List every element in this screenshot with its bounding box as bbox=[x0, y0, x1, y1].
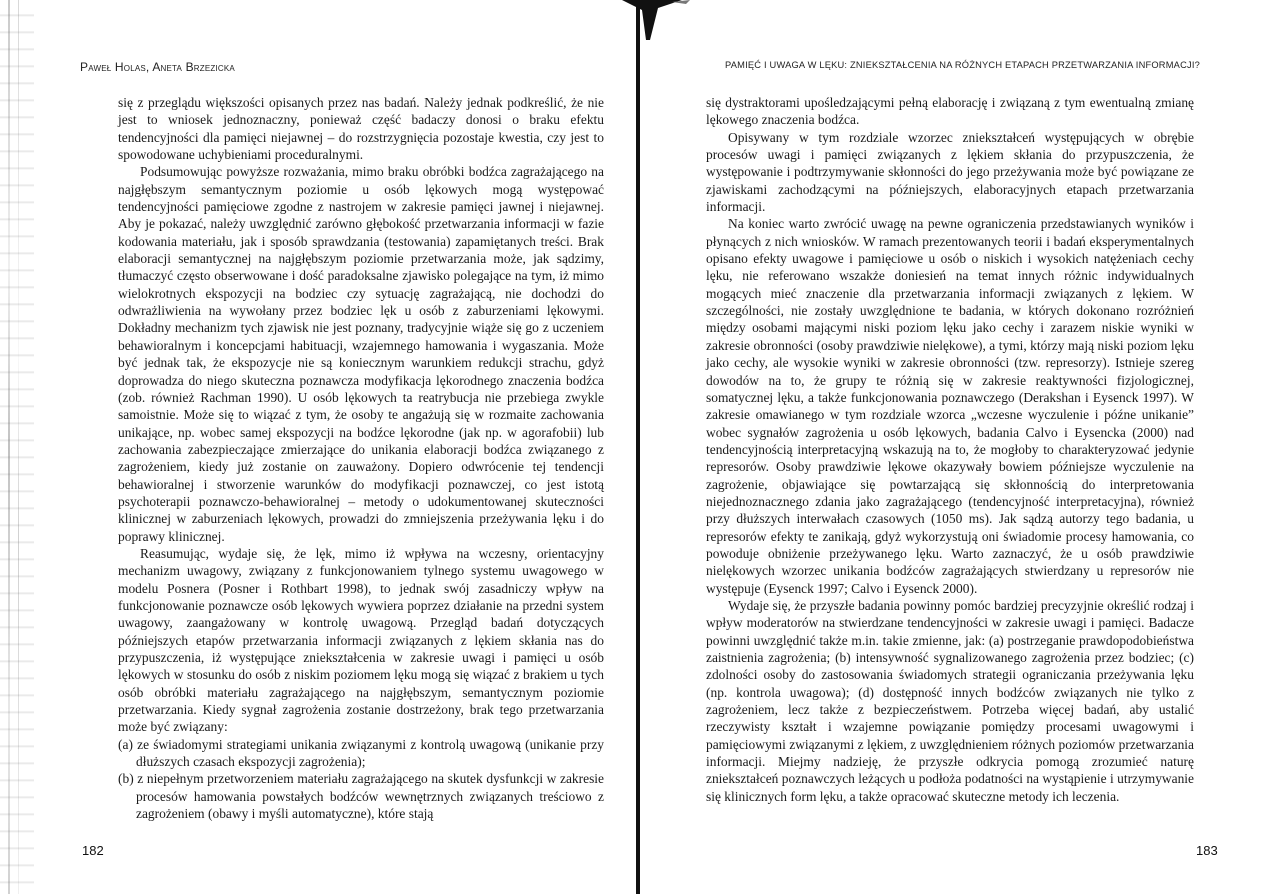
paragraph: Opisywany w tym rozdziale wzorzec zniekształceń występujących w obrębie procesów uwagi i pamięci związanych z lękiem skłania do przypuszczenia, że występowanie i podtrzymywanie skłonności do jego przeżywania może być powiązane ze zjawiskami zachodzącymi na późniejszych, elaboracyjnych etapach przetwarzania informacji. bbox=[706, 129, 1194, 215]
list-item: (a) ze świadomymi strategiami unikania związanymi z kontrolą uwagową (unikanie przy dłuższych czasach ekspozycji zagrożenia); bbox=[118, 736, 604, 770]
list-item: (b) z niepełnym przetworzeniem materiału zagrażającego na skutek dysfunkcji w zakresie procesów hamowania powstałych bodźców wewnętrznych związanych treściowo z zagrożeniem (obawy i myśli automatyczne), które stają bbox=[118, 771, 604, 822]
left-page-number: 182 bbox=[82, 843, 104, 858]
right-running-head: PAMIĘĆ I UWAGA W LĘKU: ZNIEKSZTAŁCENIA NA RÓŻNYCH ETAPACH PRZETWARZANIA INFORMACJI? bbox=[725, 60, 1200, 70]
paragraph: Na koniec warto zwrócić uwagę na pewne ograniczenia przedstawianych wyników i płynących z nich wniosków. W ramach prezentowanych teorii i badań eksperymentalnych opisano efekty uwagowe i pamięciowe u osób o niskich i wysokich natężeniach cechy lęku, nie referowano wszakże doniesień na temat innych różnic indywidualnych mogących mieć znaczenie dla przetwarzania informacji związanych z lękiem. W szczególności, nie zostały uwzględnione te badania, w których dokonano rozróżnień między osobami mającymi niski poziom lęku jako cechy i zarazem niskie wyniki w zakresie obronności (osoby prawdziwie nielękowe), a tymi, którzy mają niski poziom lęku jako cechy, ale wysokie wyniki w zakresie obronności (tzw. represorzy). Istnieje szereg dowodów na to, że grupy te różnią się w zakresie reaktywności fizjologicznej, somatycznej lęku, a także funkcjonowania poznawczego (Derakshan i Eysenck 1997). W zakresie omawianego w tym rozdziale wzorca „wczesne wyczulenie i późne unikanie” wobec sygnałów zagrożenia u osób lękowych, badania Calvo i Eysencka (2000) nad tendencyjnością interpretacyjną wskazują na to, że mogłoby to charakteryzować jedynie represorów. Osoby prawdziwie lękowe okazywały bowiem późniejsze wyczulenie na zagrożenie, objawiające się powtarzającą się skłonnością do interpretowania niejednoznacznego zdania jako zagrażającego (tendencyjność interpretacyjna), również przy dłuższych interwałach czasowych (1050 ms). Jak sądzą autorzy tego badania, u represorów efekty te zanikają, gdyż wykorzystują oni świadomie procesy hamowania, co powoduje obniżenie przeżywanego lęku. Warto zaznaczyć, że u osób prawdziwie nielękowych wzorzec unikania bodźców zagrażających stwierdzany u represorów nie występuje (Eysenck 1997; Calvo i Eysenck 2000). bbox=[706, 216, 1194, 596]
right-page-number: 183 bbox=[1196, 843, 1218, 858]
left-page-text bbox=[118, 94, 604, 822]
binding-shadow bbox=[612, 0, 692, 40]
right-page-text bbox=[706, 94, 1194, 805]
paragraph: się z przeglądu większości opisanych przez nas badań. Należy jednak podkreślić, że nie jest to wniosek jednoznaczny, ponieważ część badaczy donosi o braku efektu tendencyjności dla pamięci niejawnej – do rozstrzygnięcia pozostaje kwestia, czy jest to spowodowane uchybieniami proceduralnymi. bbox=[118, 95, 604, 163]
paragraph: Podsumowując powyższe rozważania, mimo braku obróbki bodźca zagrażającego na najgłębszym semantycznym poziomie u osób lękowych mogą występować tendencyjności pamięciowe zgodne z nastrojem w zakresie pamięci jawnej i niejawnej. Aby je pokazać, należy uwzględnić zarówno głębokość przetwarzania informacji w fazie kodowania materiału, jak i sposób sprawdzania (testowania) zapamiętanych treści. Brak elaboracji semantycznej na najgłębszym poziomie przetwarzania może, jak sądzimy, tłumaczyć często obserwowane i dość paradoksalne zjawisko polegające na tym, iż mimo wielokrotnych ekspozycji na bodziec czy sytuację zagrażającą, nie dochodzi do odwrażliwienia na wywołany przez bodziec lęk u osób z zaburzeniami lękowymi. Dokładny mechanizm tych zjawisk nie jest poznany, tradycyjnie wiąże się go z uczeniem behawioralnym i koncepcjami habituacji, wzajemnego hamowania i wygaszania. Może być jednak tak, że ekspozycje nie są koniecznym warunkiem redukcji strachu, gdyż doprowadza do niego skuteczna poznawcza modyfikacja lękorodnego znaczenia bodźca (zob. również Rachman 1990). U osób lękowych ta reatrybucja nie przebiega zwykle samoistnie. Może się to wiązać z tym, że osoby te angażują się w rozmaite zachowania unikające, np. wobec samej ekspozycji na bodźce lękorodne (jak np. w agorafobii) lub zachowania zabezpieczające zmierzające do unikania elaboracji bodźca związanego z zagrożeniem, kiedy już zostanie on zauważony. Dopiero odwrócenie tej tendencji behawioralnej i stworzenie warunków do modyfikacji poznawczej, co jest istotą psychoterapii poznawczo-behawioralnej – metody o udokumentowanej skuteczności klinicznej w zaburzeniach lękowych, prowadzi do zmniejszenia przeżywania lęku i do poprawy klinicznej. bbox=[118, 164, 604, 544]
left-running-head: Paweł Holas, Aneta Brzezicka bbox=[80, 60, 235, 74]
book-gutter bbox=[636, 0, 640, 894]
paragraph: się dystraktorami upośledzającymi pełną elaborację i związaną z tym ewentualną zmianę lękowego znaczenia bodźca. bbox=[706, 95, 1194, 128]
paragraph: Reasumując, wydaje się, że lęk, mimo iż wpływa na wczesny, orientacyjny mechanizm uwagowy, związany z funkcjonowaniem tylnego systemu uwagowego w modelu Posnera (Posner i Rothbart 1998), to jednak swój zasadniczy wpływ na funkcjonowanie poznawcze osób lękowych wywiera poprzez działanie na przedni system uwagowy, zaangażowany w kontrolę uwagową. Przegląd badań dotyczących późniejszych etapów przetwarzania informacji związanych z lękiem skłania nas do przypuszczenia, iż występujące zniekształcenia w zakresie uwagi i pamięci u osób lękowych w stosunku do osób z niskim poziomem lęku mogą się wiązać z brakiem u tych osób obróbki materiału zagrażającego na najgłębszym, semantycznym poziomie przetwarzania. Kiedy sygnał zagrożenia zostanie dostrzeżony, brak tego przetwarzania może być związany: bbox=[118, 545, 604, 735]
paragraph: Wydaje się, że przyszłe badania powinny pomóc bardziej precyzyjnie określić rodzaj i wpływ moderatorów na stwierdzane tendencyjności w zakresie uwagi i pamięci. Badacze powinni uwzględnić także m.in. takie zmienne, jak: (a) postrzeganie prawdopodobieństwa zaistnienia zagrożenia; (b) intensywność sygnalizowanego zagrożenia przez bodziec; (c) zdolności osoby do zastosowania świadomych strategii ograniczania przeżywania lęku (np. kontrola uwagowa); (d) dostępność innych bodźców związanych nie tylko z zagrożeniem, lecz także z bezpieczeństwem. Potrzeba więcej badań, aby ustalić rzeczywisty kształt i wzajemne powiązanie pomiędzy procesami uwagowymi i pamięciowymi związanymi z lękiem, z uwzględnieniem różnych poziomów przetwarzania informacji. Miejmy nadzieję, że przyszłe odkrycia pomogą zrozumieć naturę zniekształceń poznawczych leżących u podłoża podatności na wystąpienie i utrzymywanie się klinicznych form lęku, a także opracować skuteczne metody ich leczenia. bbox=[706, 597, 1194, 804]
scan-edge-shadow bbox=[0, 0, 34, 894]
